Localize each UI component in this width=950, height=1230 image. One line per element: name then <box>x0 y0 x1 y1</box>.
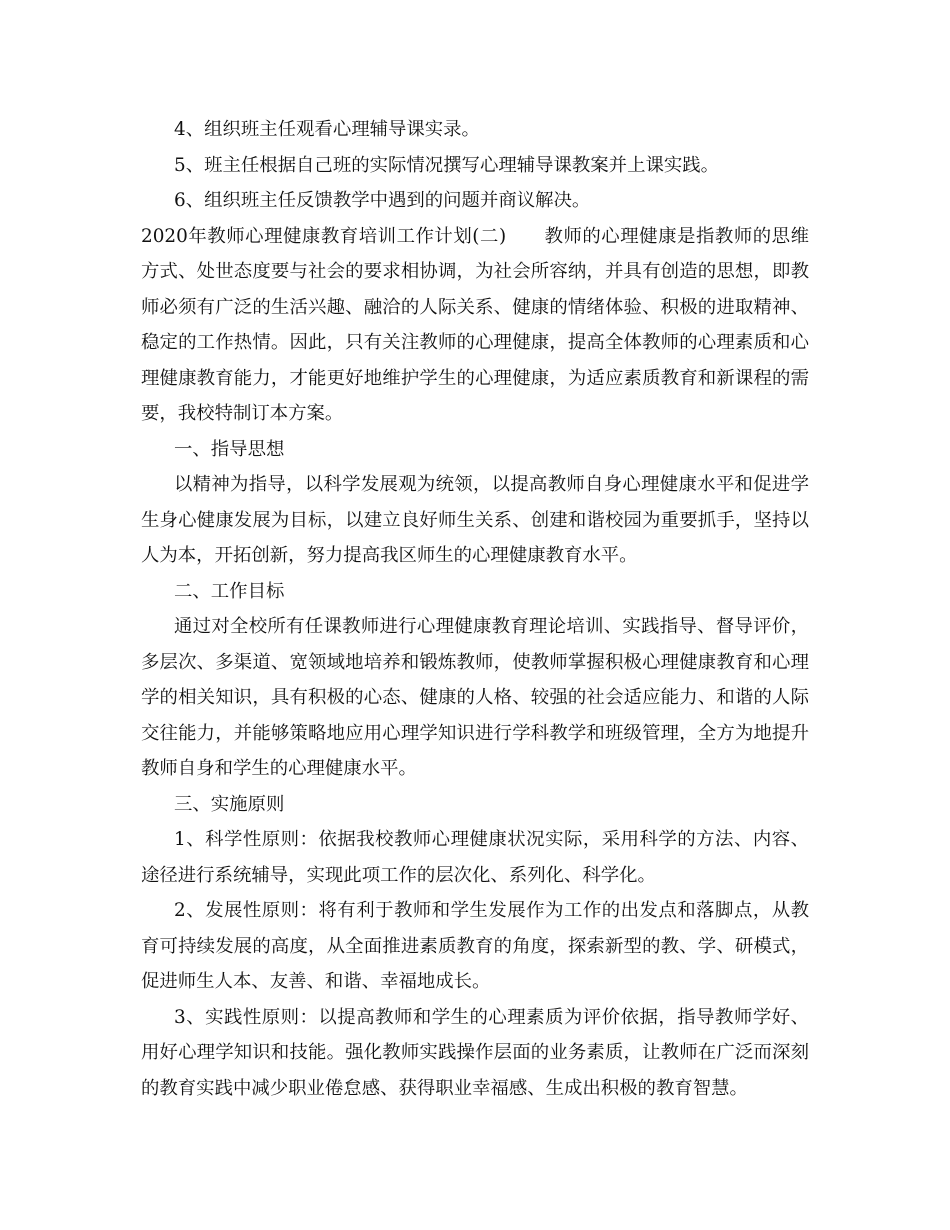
text-line: 的教育实践中减少职业倦怠感、获得职业幸福感、生成出积极的教育智慧。 <box>141 1077 748 1099</box>
section-heading: 二、工作目标 <box>174 580 285 602</box>
text-line: 教师自身和学生的心理健康水平。 <box>141 758 417 779</box>
text-line: 稳定的工作热情。因此，只有关注教师的心理健康，提高全体教师的心理素质和心 <box>141 332 809 353</box>
section-heading: 三、实施原则 <box>174 793 285 815</box>
text-line: 以精神为指导，以科学发展观为统领，以提高教师自身心理健康水平和促进学 <box>174 474 809 495</box>
text-line: 用好心理学知识和技能。强化教师实践操作层面的业务素质，让教师在广泛而深刻 <box>141 1042 809 1063</box>
text-line: 生身心健康发展为目标，以建立良好师生关系、创建和谐校园为重要抓手，坚持以 <box>141 509 809 531</box>
document-body <box>141 112 809 1106</box>
text-line: 3、实践性原则：以提高教师和学生的心理素质为评价依据，指导教师学好、 <box>174 1006 809 1028</box>
text-line: 2020年教师心理健康教育培训工作计划(二) 教师的心理健康是指教师的思维 <box>141 225 809 247</box>
text-line: 1、科学性原则：依据我校教师心理健康状况实际，采用科学的方法、内容、 <box>174 829 809 850</box>
text-line: 多层次、多渠道、宽领域地培养和锻炼教师，使教师掌握积极心理健康教育和心理 <box>141 651 809 673</box>
section-heading: 一、指导思想 <box>174 438 285 460</box>
text-line: 学的相关知识，具有积极的心态、健康的人格、较强的社会适应能力、和谐的人际 <box>141 687 809 708</box>
text-line: 方式、处世态度要与社会的要求相协调，为社会所容纳，并具有创造的思想，即教 <box>141 261 809 282</box>
text-line: 6、组织班主任反馈教学中遇到的问题并商议解决。 <box>174 190 591 211</box>
text-line: 通过对全校所有任课教师进行心理健康教育理论培训、实践指导、督导评价， <box>174 616 809 637</box>
text-line: 师必须有广泛的生活兴趣、融洽的人际关系、健康的情绪体验、积极的进取精神、 <box>141 296 809 318</box>
text-line: 要，我校特制订本方案。 <box>141 403 344 424</box>
text-line: 促进师生人本、友善、和谐、幸福地成长。 <box>141 971 491 992</box>
text-line: 途径进行系统辅导，实现此项工作的层次化、系列化、科学化。 <box>141 864 656 886</box>
text-line: 育可持续发展的高度，从全面推进素质教育的角度，探索新型的教、学、研模式， <box>141 935 809 957</box>
text-line: 理健康教育能力，才能更好地维护学生的心理健康，为适应素质教育和新课程的需 <box>141 367 809 389</box>
text-line: 交往能力，并能够策略地应用心理学知识进行学科教学和班级管理，全方为地提升 <box>141 722 809 744</box>
text-line: 4、组织班主任观看心理辅导课实录。 <box>174 119 480 140</box>
text-line: 5、班主任根据自己班的实际情况撰写心理辅导课教案并上课实践。 <box>174 154 720 176</box>
text-line: 2、发展性原则：将有利于教师和学生发展作为工作的出发点和落脚点，从教 <box>174 900 809 921</box>
text-line: 人为本，开拓创新，努力提高我区师生的心理健康教育水平。 <box>141 545 638 566</box>
